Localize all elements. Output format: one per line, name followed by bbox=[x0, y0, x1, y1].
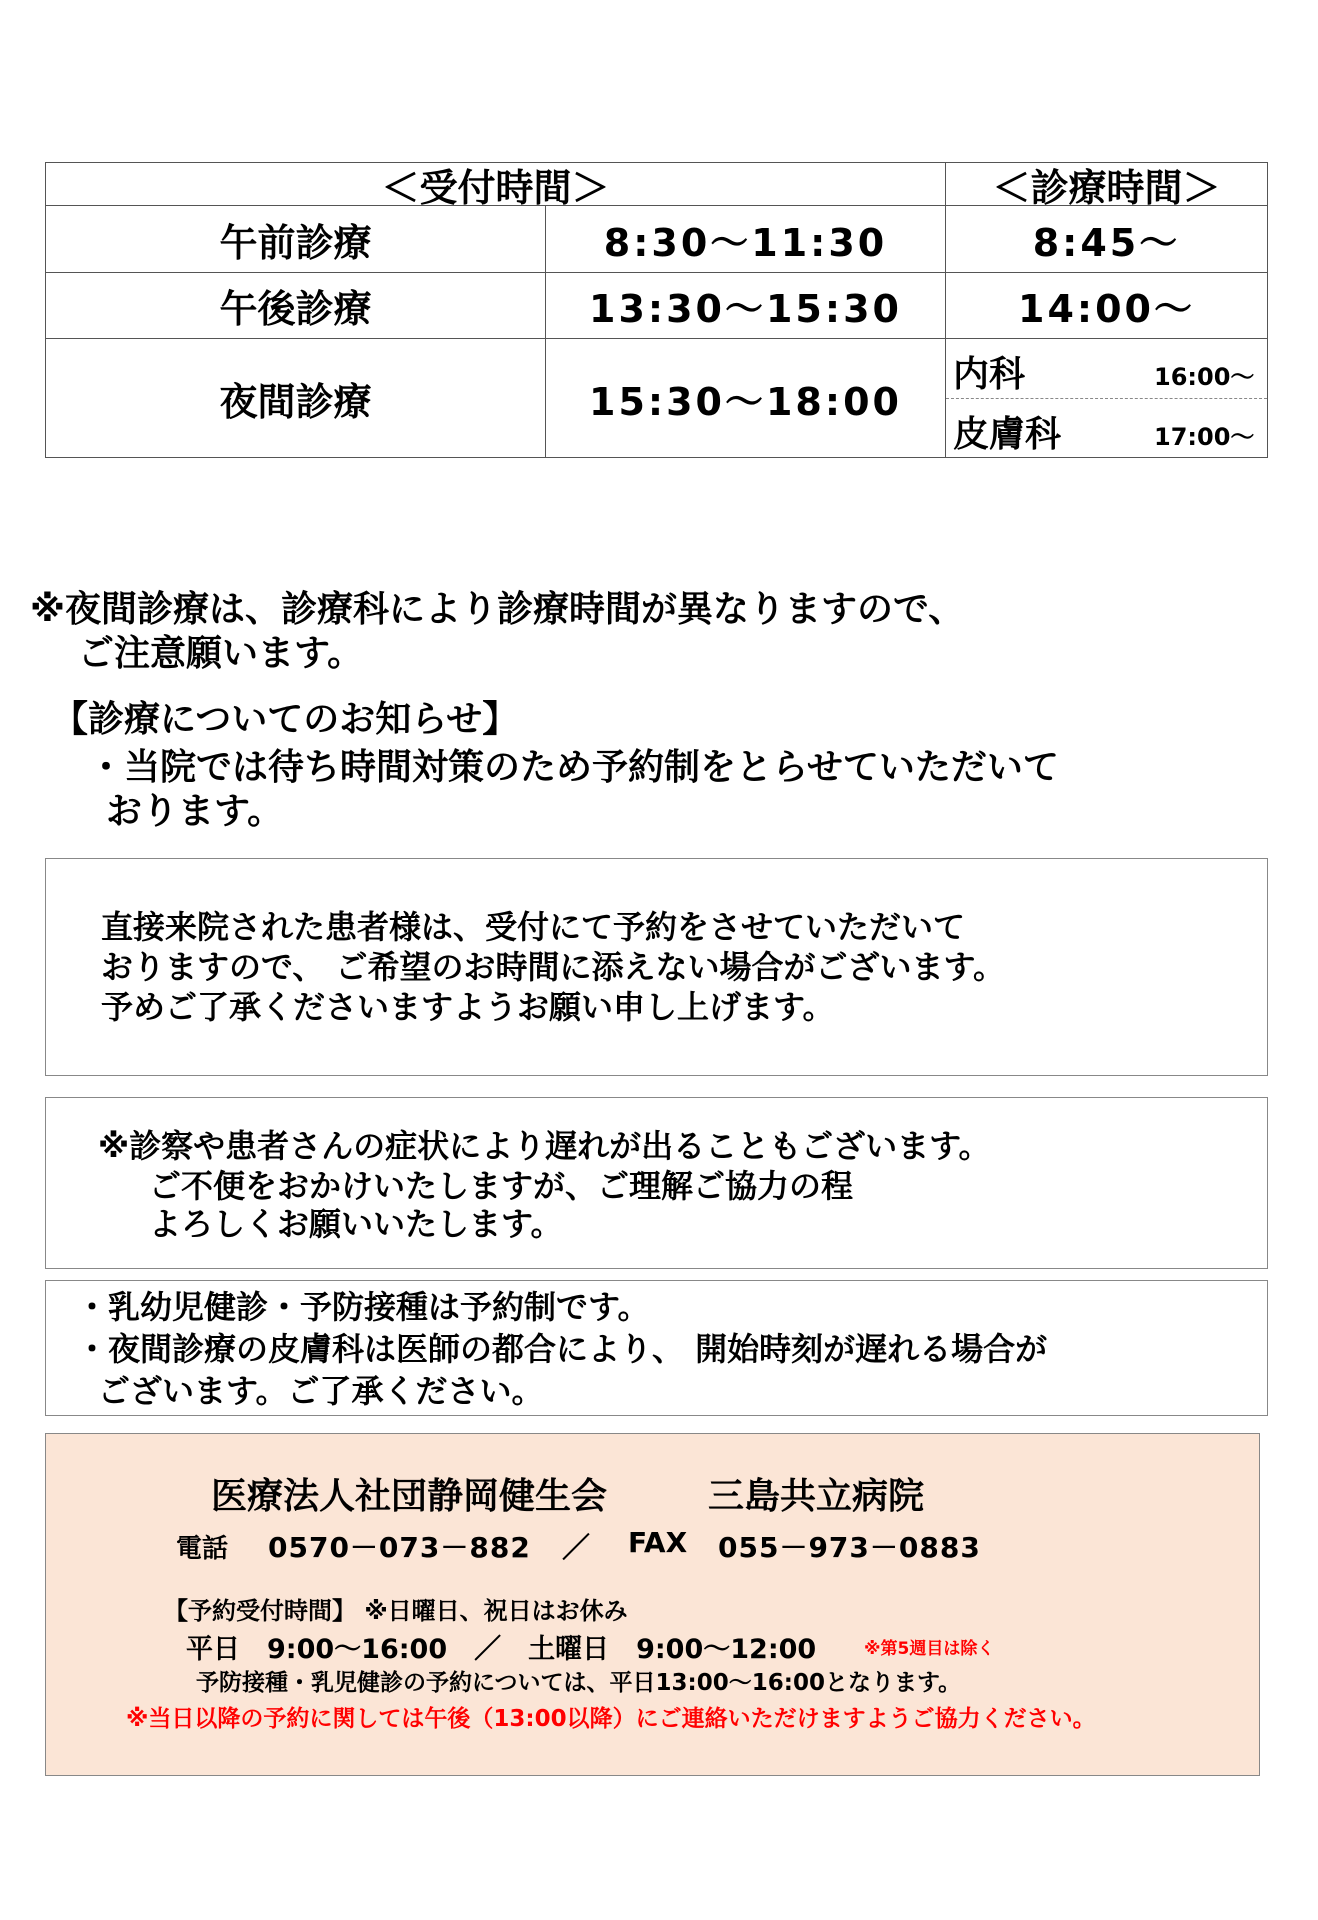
evening-note-line2: ご注意願います。 bbox=[78, 633, 364, 674]
hospital-contact-panel bbox=[45, 1433, 1260, 1776]
notice-heading: 【診療についてのお知らせ】 bbox=[52, 699, 519, 740]
reservation-hours: 平日 9:00～16:00 ／ 土曜日 9:00～12:00 bbox=[186, 1634, 817, 1665]
reception-time-evening: 15:30～18:00 bbox=[589, 379, 902, 424]
reception-time-afternoon: 13:30～15:30 bbox=[589, 287, 902, 331]
delay-line2: ご不便をおかけいたしますが、ご理解ご協力の程 bbox=[149, 1167, 854, 1205]
consultation-time-afternoon: 14:00～ bbox=[1018, 287, 1195, 331]
fax-label: FAX bbox=[628, 1526, 688, 1559]
reception-time-morning: 8:30～11:30 bbox=[603, 220, 888, 265]
walk-in-line2: おりますので、 ご希望のお時間に添えない場合がございます。 bbox=[101, 948, 1005, 986]
evening-time-dermatology: 17:00～ bbox=[1154, 423, 1255, 451]
hospital-name: 三島共立病院 bbox=[708, 1476, 925, 1517]
delay-notice-box bbox=[45, 1097, 1268, 1269]
phone-label: 電話 bbox=[176, 1534, 229, 1564]
evening-time-internal: 16:00～ bbox=[1154, 363, 1255, 391]
consultation-time-morning: 8:45～ bbox=[1032, 220, 1181, 265]
delay-line3: よろしくお願いいたします。 bbox=[149, 1205, 563, 1243]
walk-in-line3: 予めご了承くださいますようお願い申し上げます。 bbox=[101, 988, 835, 1026]
reservation-notice-box bbox=[45, 1280, 1268, 1416]
reservation-hours-heading: 【予約受付時間】 ※日曜日、祝日はお休み bbox=[164, 1597, 628, 1625]
phone-number[interactable]: 0570－073－882 bbox=[268, 1531, 531, 1564]
dermatology-delay-line1: ・夜間診療の皮膚科は医師の都合により、 開始時刻が遅れる場合が bbox=[76, 1330, 1048, 1368]
schedule-table bbox=[45, 162, 1268, 458]
fax-number[interactable]: 055－973－0883 bbox=[718, 1531, 981, 1564]
vaccine-reservation-note: 予防接種・乳児健診の予約については、平日13:00～16:00となります。 bbox=[196, 1670, 962, 1696]
evening-dept-internal: 内科 bbox=[953, 354, 1026, 395]
same-day-reservation-note: ※当日以降の予約に関しては午後（13:00以降）にご連絡いただけますようご協力ください。 bbox=[126, 1706, 1096, 1732]
reservation-line2: おります。 bbox=[106, 791, 284, 832]
delay-line1: ※診察や患者さんの症状により遅れが出ることもございます。 bbox=[98, 1127, 991, 1165]
contact-separator: ／ bbox=[562, 1531, 591, 1564]
reservation-line1: ・当院では待ち時間対策のため予約制をとらせていただいて bbox=[88, 747, 1059, 788]
row-label-evening: 夜間診療 bbox=[219, 379, 372, 424]
table-divider bbox=[946, 398, 1267, 399]
infant-checkup-line: ・乳幼児健診・予防接種は予約制です。 bbox=[76, 1288, 650, 1326]
walk-in-notice-box bbox=[45, 858, 1268, 1076]
header-consultation: ＜診療時間＞ bbox=[992, 165, 1221, 210]
org-name: 医療法人社団静岡健生会 bbox=[211, 1476, 608, 1517]
week5-note: ※第5週目は除く bbox=[864, 1639, 995, 1659]
row-label-morning: 午前診療 bbox=[219, 220, 372, 265]
row-label-afternoon: 午後診療 bbox=[219, 287, 372, 331]
dermatology-delay-line2: ございます。ご了承ください。 bbox=[98, 1372, 544, 1410]
evening-note-line1: ※夜間診療は、診療科により診療時間が異なりますので、 bbox=[30, 589, 965, 630]
evening-dept-dermatology: 皮膚科 bbox=[953, 414, 1062, 455]
header-reception: ＜受付時間＞ bbox=[381, 165, 610, 210]
walk-in-line1: 直接来院された患者様は、受付にて予約をさせていただいて bbox=[101, 908, 966, 946]
